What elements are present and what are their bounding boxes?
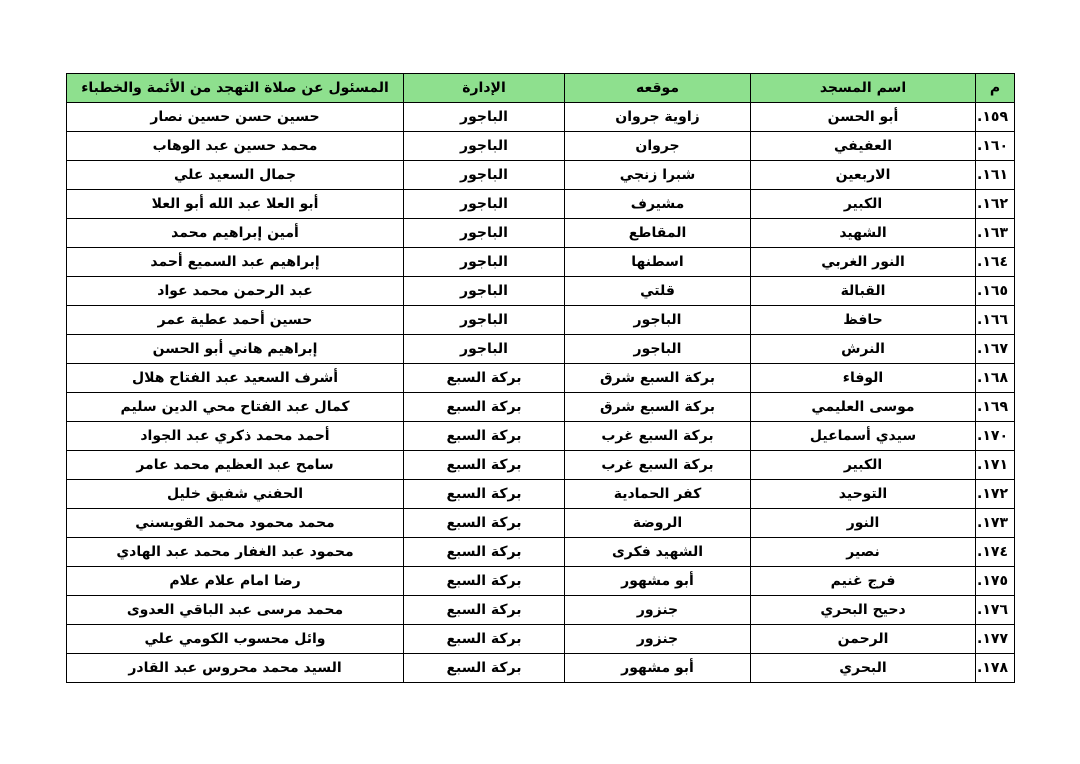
cell-mosque: الشهيد <box>751 219 976 248</box>
cell-location: بركة السبع شرق <box>565 393 751 422</box>
cell-location: كفر الحمادية <box>565 480 751 509</box>
cell-administration: بركة السبع <box>404 451 565 480</box>
cell-num: ١٦٤. <box>976 248 1015 277</box>
cell-num: ١٧٠. <box>976 422 1015 451</box>
cell-responsible: كمال عبد الفتاح محي الدين سليم <box>67 393 404 422</box>
cell-mosque: الكبير <box>751 451 976 480</box>
cell-num: ١٧٤. <box>976 538 1015 567</box>
cell-administration: بركة السبع <box>404 480 565 509</box>
cell-location: اسطنها <box>565 248 751 277</box>
table-row <box>67 422 1015 451</box>
cell-mosque: حافظ <box>751 306 976 335</box>
cell-responsible: عبد الرحمن محمد عواد <box>67 277 404 306</box>
cell-responsible: محمد محمود محمد القويسني <box>67 509 404 538</box>
table-header <box>67 74 1015 103</box>
table-row <box>67 596 1015 625</box>
cell-mosque: العفيفي <box>751 132 976 161</box>
cell-num: ١٦٦. <box>976 306 1015 335</box>
cell-num: ١٦٩. <box>976 393 1015 422</box>
table-row <box>67 277 1015 306</box>
header-responsible: المسئول عن صلاة التهجد من الأئمة والخطباء <box>67 74 404 103</box>
cell-location: الشهيد فكرى <box>565 538 751 567</box>
header-location: موقعه <box>565 74 751 103</box>
mosque-table <box>66 73 1015 683</box>
cell-administration: بركة السبع <box>404 654 565 683</box>
table-row <box>67 654 1015 683</box>
table-row <box>67 567 1015 596</box>
header-administration: الإدارة <box>404 74 565 103</box>
cell-administration: الباجور <box>404 161 565 190</box>
cell-responsible: إبراهيم عبد السميع أحمد <box>67 248 404 277</box>
cell-responsible: أشرف السعيد عبد الفتاح هلال <box>67 364 404 393</box>
cell-responsible: محمد حسين عبد الوهاب <box>67 132 404 161</box>
cell-administration: بركة السبع <box>404 567 565 596</box>
cell-location: الروضة <box>565 509 751 538</box>
cell-location: الباجور <box>565 306 751 335</box>
table-row <box>67 103 1015 132</box>
cell-num: ١٧٨. <box>976 654 1015 683</box>
cell-responsible: أمين إبراهيم محمد <box>67 219 404 248</box>
cell-num: ١٦٠. <box>976 132 1015 161</box>
cell-administration: الباجور <box>404 219 565 248</box>
table-row <box>67 509 1015 538</box>
header-row <box>67 74 1015 103</box>
table-row <box>67 132 1015 161</box>
cell-location: قلتي <box>565 277 751 306</box>
cell-location: جنزور <box>565 596 751 625</box>
cell-num: ١٧١. <box>976 451 1015 480</box>
mosque-assignment-sheet <box>66 73 1014 683</box>
cell-mosque: موسى العليمي <box>751 393 976 422</box>
table-row <box>67 451 1015 480</box>
cell-num: ١٦٣. <box>976 219 1015 248</box>
cell-num: ١٦٧. <box>976 335 1015 364</box>
cell-responsible: الحفني شفيق خليل <box>67 480 404 509</box>
cell-mosque: أبو الحسن <box>751 103 976 132</box>
cell-location: أبو مشهور <box>565 567 751 596</box>
cell-responsible: إبراهيم هاني أبو الحسن <box>67 335 404 364</box>
table-body <box>67 103 1015 683</box>
cell-administration: بركة السبع <box>404 625 565 654</box>
cell-responsible: حسين أحمد عطية عمر <box>67 306 404 335</box>
cell-mosque: فرج غنيم <box>751 567 976 596</box>
table-row <box>67 161 1015 190</box>
cell-num: ١٦٢. <box>976 190 1015 219</box>
cell-mosque: النور الغربي <box>751 248 976 277</box>
cell-administration: الباجور <box>404 132 565 161</box>
cell-location: مشيرف <box>565 190 751 219</box>
table-row <box>67 306 1015 335</box>
table-row <box>67 538 1015 567</box>
cell-mosque: الوفاء <box>751 364 976 393</box>
cell-mosque: نصير <box>751 538 976 567</box>
cell-administration: الباجور <box>404 306 565 335</box>
cell-location: الباجور <box>565 335 751 364</box>
cell-location: بركة السبع غرب <box>565 422 751 451</box>
table-row <box>67 480 1015 509</box>
cell-administration: الباجور <box>404 277 565 306</box>
cell-responsible: محمد مرسى عبد الباقي العدوى <box>67 596 404 625</box>
cell-num: ١٦١. <box>976 161 1015 190</box>
cell-location: بركة السبع شرق <box>565 364 751 393</box>
cell-num: ١٦٨. <box>976 364 1015 393</box>
cell-administration: بركة السبع <box>404 509 565 538</box>
cell-mosque: البحري <box>751 654 976 683</box>
cell-num: ١٧٣. <box>976 509 1015 538</box>
cell-mosque: الاربعين <box>751 161 976 190</box>
cell-num: ١٧٢. <box>976 480 1015 509</box>
table-row <box>67 335 1015 364</box>
cell-num: ١٧٦. <box>976 596 1015 625</box>
cell-mosque: سيدي أسماعيل <box>751 422 976 451</box>
cell-administration: بركة السبع <box>404 393 565 422</box>
cell-responsible: السيد محمد محروس عبد القادر <box>67 654 404 683</box>
cell-location: جنزور <box>565 625 751 654</box>
header-num: م <box>976 74 1015 103</box>
table-row <box>67 190 1015 219</box>
cell-administration: بركة السبع <box>404 596 565 625</box>
cell-administration: الباجور <box>404 248 565 277</box>
cell-mosque: الكبير <box>751 190 976 219</box>
cell-responsible: وائل محسوب الكومي علي <box>67 625 404 654</box>
table-row <box>67 364 1015 393</box>
cell-mosque: النرش <box>751 335 976 364</box>
cell-location: شبرا زنجي <box>565 161 751 190</box>
cell-mosque: التوحيد <box>751 480 976 509</box>
cell-administration: الباجور <box>404 103 565 132</box>
cell-location: أبو مشهور <box>565 654 751 683</box>
table-row <box>67 248 1015 277</box>
cell-location: بركة السبع غرب <box>565 451 751 480</box>
cell-location: المقاطع <box>565 219 751 248</box>
cell-administration: بركة السبع <box>404 364 565 393</box>
cell-num: ١٧٥. <box>976 567 1015 596</box>
table-row <box>67 219 1015 248</box>
table-row <box>67 393 1015 422</box>
cell-location: زاوية جروان <box>565 103 751 132</box>
cell-responsible: جمال السعيد علي <box>67 161 404 190</box>
cell-mosque: الرحمن <box>751 625 976 654</box>
cell-administration: الباجور <box>404 335 565 364</box>
cell-administration: بركة السبع <box>404 538 565 567</box>
cell-mosque: دحيح البحري <box>751 596 976 625</box>
cell-responsible: أبو العلا عبد الله أبو العلا <box>67 190 404 219</box>
cell-responsible: سامح عبد العظيم محمد عامر <box>67 451 404 480</box>
cell-num: ١٥٩. <box>976 103 1015 132</box>
table-row <box>67 625 1015 654</box>
cell-responsible: حسين حسن حسين نصار <box>67 103 404 132</box>
cell-administration: الباجور <box>404 190 565 219</box>
cell-mosque: النور <box>751 509 976 538</box>
header-mosque: اسم المسجد <box>751 74 976 103</box>
cell-mosque: القبالة <box>751 277 976 306</box>
cell-num: ١٦٥. <box>976 277 1015 306</box>
cell-responsible: محمود عبد الغفار محمد عبد الهادي <box>67 538 404 567</box>
cell-responsible: أحمد محمد ذكري عبد الجواد <box>67 422 404 451</box>
cell-responsible: رضا امام علام علام <box>67 567 404 596</box>
cell-location: جروان <box>565 132 751 161</box>
cell-administration: بركة السبع <box>404 422 565 451</box>
cell-num: ١٧٧. <box>976 625 1015 654</box>
